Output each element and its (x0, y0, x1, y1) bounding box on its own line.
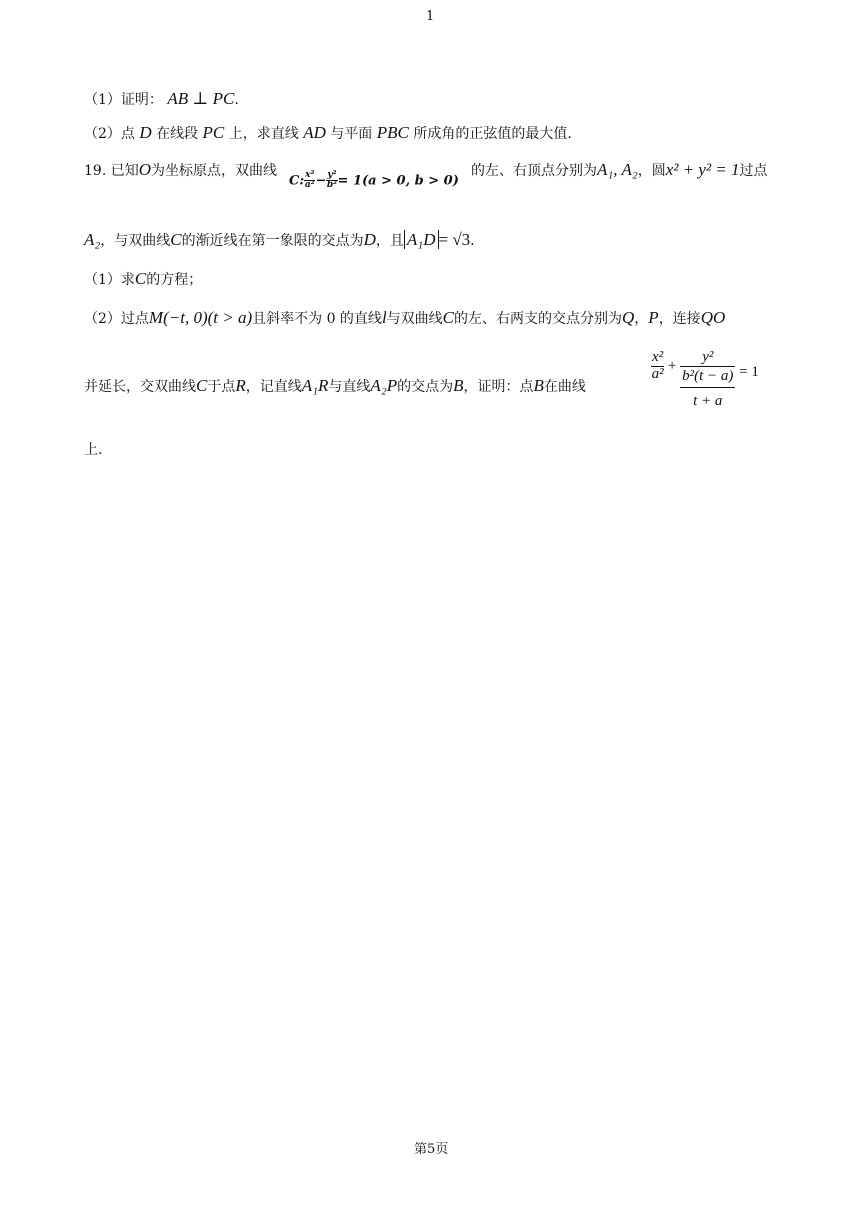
math-point-M: M(−t, 0)(t > a) (148, 308, 253, 327)
q19-part2-line3: 上. (84, 442, 103, 458)
q19-text: ，与双曲线 (100, 233, 171, 249)
q19-part2-text: ，证明：点 (463, 379, 534, 395)
math-abs-A1D: A₁D (404, 230, 439, 249)
math-circle-equation: x² + y² = 1 (665, 160, 740, 179)
q19-part2-text: 与直线 (328, 379, 371, 395)
math-C: C (134, 269, 147, 288)
curve-equals-one: = 1 (739, 364, 759, 380)
q19-text: ，且 (375, 233, 404, 249)
q19-part2-text: 于点 (207, 379, 236, 395)
math-A1R: A₁R (301, 376, 329, 395)
math-QO: QO (700, 308, 726, 327)
part2-line (84, 123, 572, 144)
eq-denominator: b² (326, 180, 338, 191)
part1-end: . (234, 92, 239, 108)
q19-part1-line (84, 269, 202, 290)
math-P: P (648, 308, 659, 327)
header-page-number: 1 (426, 9, 435, 24)
math-D: D (363, 230, 376, 249)
part1-label: （1）证明： (84, 92, 163, 108)
q19-part2-text: ， (634, 311, 649, 327)
q19-part2-text: 与双曲线 (386, 311, 443, 327)
q19-line1-right (471, 160, 768, 181)
math-R: R (235, 376, 246, 395)
q19-text: 过点 (739, 163, 768, 179)
q19-part2-text: 的交点为 (397, 379, 454, 395)
part2-text: 所成角的正弦值的最大值. (408, 126, 572, 142)
math-A2P: A₂P (370, 376, 398, 395)
question-number: 19. (84, 163, 107, 179)
part2-text: 上，求直线 (224, 126, 304, 142)
part1-math: AB ⊥ PC (167, 89, 235, 108)
eq-rest: = 1(a > 0, b > 0) (337, 173, 459, 189)
math-l: l (381, 308, 387, 327)
q19-part1-text: 的方程； (146, 272, 203, 288)
math-B: B (533, 376, 544, 395)
q19-text: 为坐标原点，双曲线 (151, 163, 277, 179)
math-C: C (170, 230, 182, 249)
fraction-y2-complex (680, 350, 735, 409)
curve-inner-denominator: t + a (693, 392, 723, 409)
part2-text: （2）点 (84, 126, 140, 142)
q19-line2 (84, 230, 475, 251)
fraction-x2-a2 (304, 171, 315, 191)
part2-text: 与平面 (325, 126, 377, 142)
math-B: B (453, 376, 464, 395)
math-C: C (442, 308, 455, 327)
curve-numerator: x² (652, 349, 664, 365)
q19-text: 的左、右顶点分别为 (471, 163, 597, 179)
q19-text: . (470, 233, 475, 249)
eq-denominator: a² (304, 180, 315, 191)
math-O: O (138, 160, 151, 179)
q19-part2-text: 并延长，交双曲线 (84, 379, 196, 395)
q19-part1-label: （1）求 (84, 272, 135, 288)
q19-part2-line1 (84, 308, 725, 329)
curve-equation (651, 350, 759, 409)
math-D: D (139, 123, 152, 142)
math-A1A2: A₁, A₂ (597, 160, 638, 179)
curve-denominator: a² (651, 365, 664, 382)
q19-part2-text: （2）过点 (84, 311, 149, 327)
curve-inner-numerator: b²(t − a) (680, 367, 735, 388)
part2-text: 在线段 (151, 126, 203, 142)
fraction-y2-b2 (326, 171, 337, 191)
q19-part2-text: 在曲线 (543, 379, 586, 395)
eq-minus: − (315, 173, 327, 189)
math-A2: A₂ (84, 230, 101, 249)
math-C: C (196, 376, 208, 395)
q19-part2-line2 (84, 376, 586, 397)
eq-C: C: (289, 173, 305, 189)
hyperbola-equation (289, 171, 459, 191)
math-PC: PC (202, 123, 225, 142)
footer-page-label: 第5页 (414, 1142, 449, 1157)
math-AD: AD (303, 123, 326, 142)
math-Q: Q (622, 308, 635, 327)
q19-text: ，圆 (637, 163, 666, 179)
q19-line1 (84, 160, 277, 181)
math-PBC: PBC (376, 123, 409, 142)
q19-part2-text: ，记直线 (245, 379, 302, 395)
q19-part2-text: 的左、右两支的交点分别为 (454, 311, 623, 327)
q19-text: 的渐近线在第一象限的交点为 (181, 233, 364, 249)
part1-line (84, 89, 239, 110)
eq-numerator: y² (327, 170, 337, 180)
q19-part2-text: 且斜率不为 0 的直线 (252, 311, 382, 327)
math-sqrt3: = √3 (438, 230, 471, 249)
q19-part2-text: ，连接 (658, 311, 701, 327)
curve-numerator: y² (680, 350, 735, 367)
q19-text: 已知 (110, 163, 139, 179)
eq-numerator: x² (305, 170, 315, 180)
fraction-x2-a2 (651, 350, 664, 383)
curve-plus: + (667, 358, 677, 374)
